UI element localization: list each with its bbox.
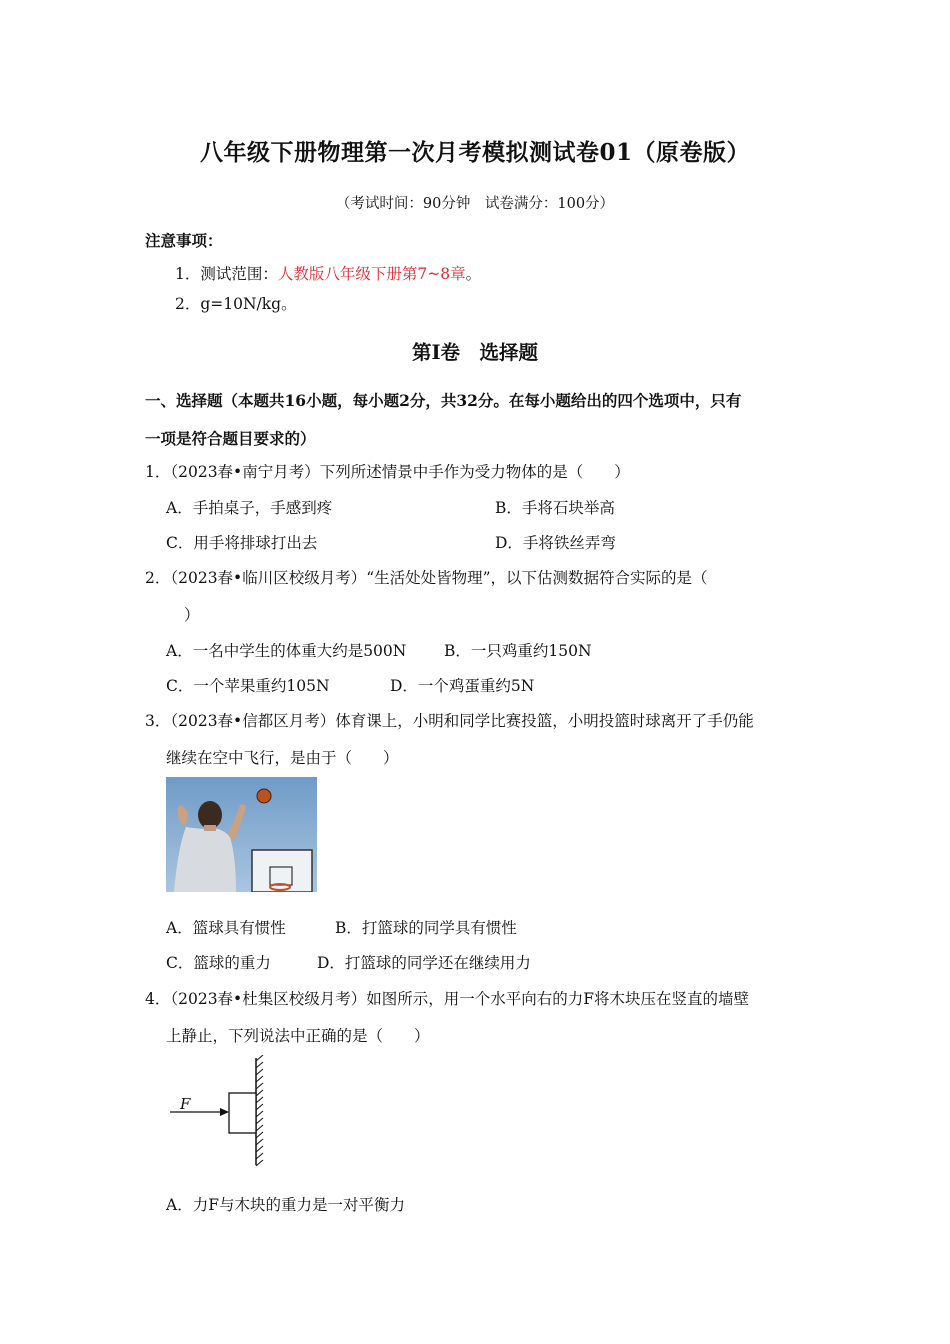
part1-heading-line2: 一项是符合题目要求的） [145, 429, 316, 448]
force-label: F [180, 1095, 191, 1113]
question-2-option-d: D．一个鸡蛋重约5N [390, 677, 535, 695]
page-title: 八年级下册物理第一次月考模拟测试卷01（原卷版） [199, 139, 750, 166]
question-3-option-d: D．打篮球的同学还在继续用力 [317, 954, 531, 972]
force-wall-diagram [166, 1055, 276, 1170]
notes-item-2: 2．g=10N/kg。 [175, 295, 297, 313]
question-4-option-a: A．力F与木块的重力是一对平衡力 [166, 1196, 405, 1214]
question-1-stem: 1．（2023春•南宁月考）下列所述情景中手作为受力物体的是（ ） [145, 463, 630, 481]
question-1-option-c: C．用手将排球打出去 [166, 534, 318, 552]
question-3-option-c: C．篮球的重力 [166, 954, 271, 972]
question-2-option-c: C．一个苹果重约105N [166, 677, 330, 695]
question-3-option-b: B．打篮球的同学具有惯性 [335, 919, 517, 937]
question-1-option-d: D．手将铁丝弄弯 [495, 534, 616, 552]
notes-item-1-highlight: 人教版八年级下册第7~8章 [277, 265, 466, 283]
basketball [257, 789, 271, 803]
question-3-option-a: A．篮球具有惯性 [166, 919, 286, 937]
question-2-stem-line1: 2．（2023春•临川区校级月考）“生活处处皆物理”，以下估测数据符合实际的是（ [145, 569, 708, 587]
question-2-option-b: B．一只鸡重约150N [444, 642, 592, 660]
force-arrow-head [220, 1108, 229, 1116]
notes-item-1 [175, 262, 481, 284]
notes-item-1-prefix: 1．测试范围： [175, 265, 278, 283]
basketball-photo [166, 777, 317, 892]
wall-hatching [256, 1055, 263, 1166]
question-2-option-a: A．一名中学生的体重大约是500N [166, 642, 407, 660]
backboard [252, 850, 312, 892]
notes-item-1-suffix: 。 [465, 265, 482, 283]
question-4-stem-line1: 4．（2023春•杜集区校级月考）如图所示，用一个水平向右的力F将木块压在竖直的墙壁 [145, 990, 749, 1008]
notes-heading: 注意事项： [145, 231, 223, 250]
wooden-block [229, 1093, 256, 1133]
question-1-option-b: B．手将石块举高 [495, 499, 615, 517]
part1-heading-line1: 一、选择题（本题共16小题，每小题2分，共32分。在每小题给出的四个选项中，只有 [145, 391, 742, 410]
exam-info: （考试时间：90分钟 试卷满分：100分） [335, 196, 615, 212]
question-3-stem-line2: 继续在空中飞行，是由于（ ） [166, 749, 399, 767]
section-title: 第Ⅰ卷 选择题 [411, 341, 539, 364]
question-1-option-a: A．手拍桌子，手感到疼 [166, 499, 333, 517]
question-2-stem-line2: ） [184, 606, 200, 624]
question-3-stem-line1: 3．（2023春•信都区月考）体育课上，小明和同学比赛投篮，小明投篮时球离开了手仍能 [145, 712, 754, 730]
question-4-stem-line2: 上静止，下列说法中正确的是（ ） [166, 1027, 430, 1045]
